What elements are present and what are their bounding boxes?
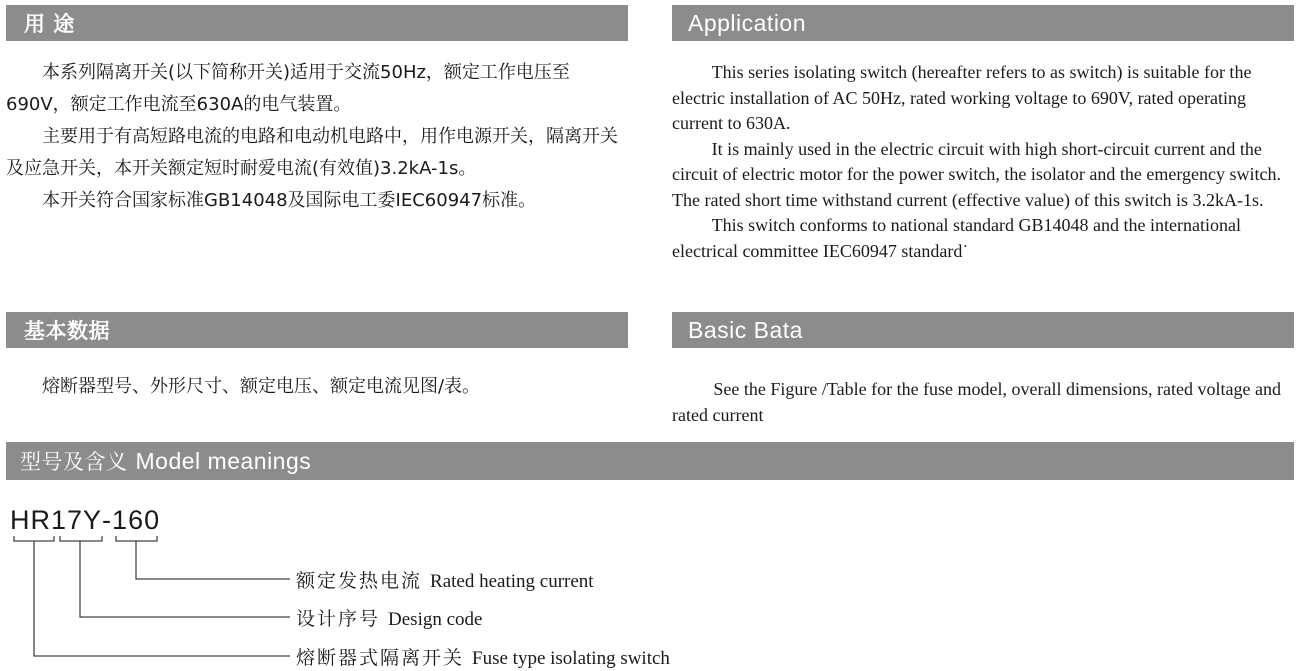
legend-en: Fuse type isolating switch [472,648,670,669]
bracket-17y [60,536,102,541]
basic-text-cn [6,371,628,403]
paragraph: This series isolating switch (hereafter refers to as switch) is suitable for the electric installation of AC 50Hz, rated working voltage to 690V, rated operating current to 630A. [672,62,1252,133]
section-title: 用 途 [24,12,75,36]
section-header-usage-cn [6,5,628,41]
section-title-cn: 型号及含义 [20,450,128,474]
leader-fuse-switch [34,541,290,656]
legend-en: Design code [388,609,483,630]
paragraph: This switch conforms to national standard GB14048 and the international electrical committee IEC60947 standard˙ [672,215,1241,261]
legend-cn: 熔断器式隔离开关 [296,647,465,669]
paragraph: 熔断器型号、外形尺寸、额定电压、额定电流见图/表。 [42,376,481,397]
paragraph: See the Figure /Table for the fuse model, overall dimensions, rated voltage and rated current [672,379,1281,425]
legend-rated-current [296,566,594,593]
bracket-160 [116,536,157,541]
paragraph: 主要用于有高短路电流的电路和电动机电路中，用作电源开关，隔离开关及应急开关，本开关额定短时耐爱电流(有效值)3.2kA-1s。 [6,126,618,179]
basic-text-en [672,377,1294,428]
model-code-series: HR [10,505,51,535]
legend-design-code [296,604,482,631]
model-code-dash: - [102,505,113,535]
section-header-application-en [672,5,1294,41]
section-title: 基本数据 [24,319,110,343]
leader-design-code [80,541,290,617]
legend-cn: 设计序号 [296,608,381,630]
legend-en: Rated heating current [430,571,594,592]
application-text-en [672,60,1294,264]
section-title-en: Model meanings [135,447,312,474]
legend-cn: 额定发热电流 [296,570,423,592]
paragraph: 本系列隔离开关(以下简称开关)适用于交流50Hz，额定工作电压至690V，额定工作电流至630A的电气装置。 [6,62,570,115]
usage-text-cn [6,57,628,217]
model-code [10,505,160,536]
section-header-model [6,442,1294,480]
leader-rated-current [136,541,290,579]
model-code-design: 17Y [51,505,103,535]
section-header-basic-en [672,312,1294,348]
model-code-current: 160 [112,505,161,535]
section-title: Application [688,9,807,36]
legend-fuse-switch [296,643,670,670]
section-title: Basic Bata [688,316,803,343]
section-header-basic-cn [6,312,628,348]
bracket-hr [14,536,54,541]
paragraph: It is mainly used in the electric circuit with high short-circuit current and the circuit of electric motor for the power switch, the isolator and the emergency switch. The rated short time withstand current (effective value) of this switch is 3.2kA-1s. [672,138,1281,210]
paragraph: 本开关符合国家标准GB14048及国际电工委IEC60947标准。 [42,190,537,211]
